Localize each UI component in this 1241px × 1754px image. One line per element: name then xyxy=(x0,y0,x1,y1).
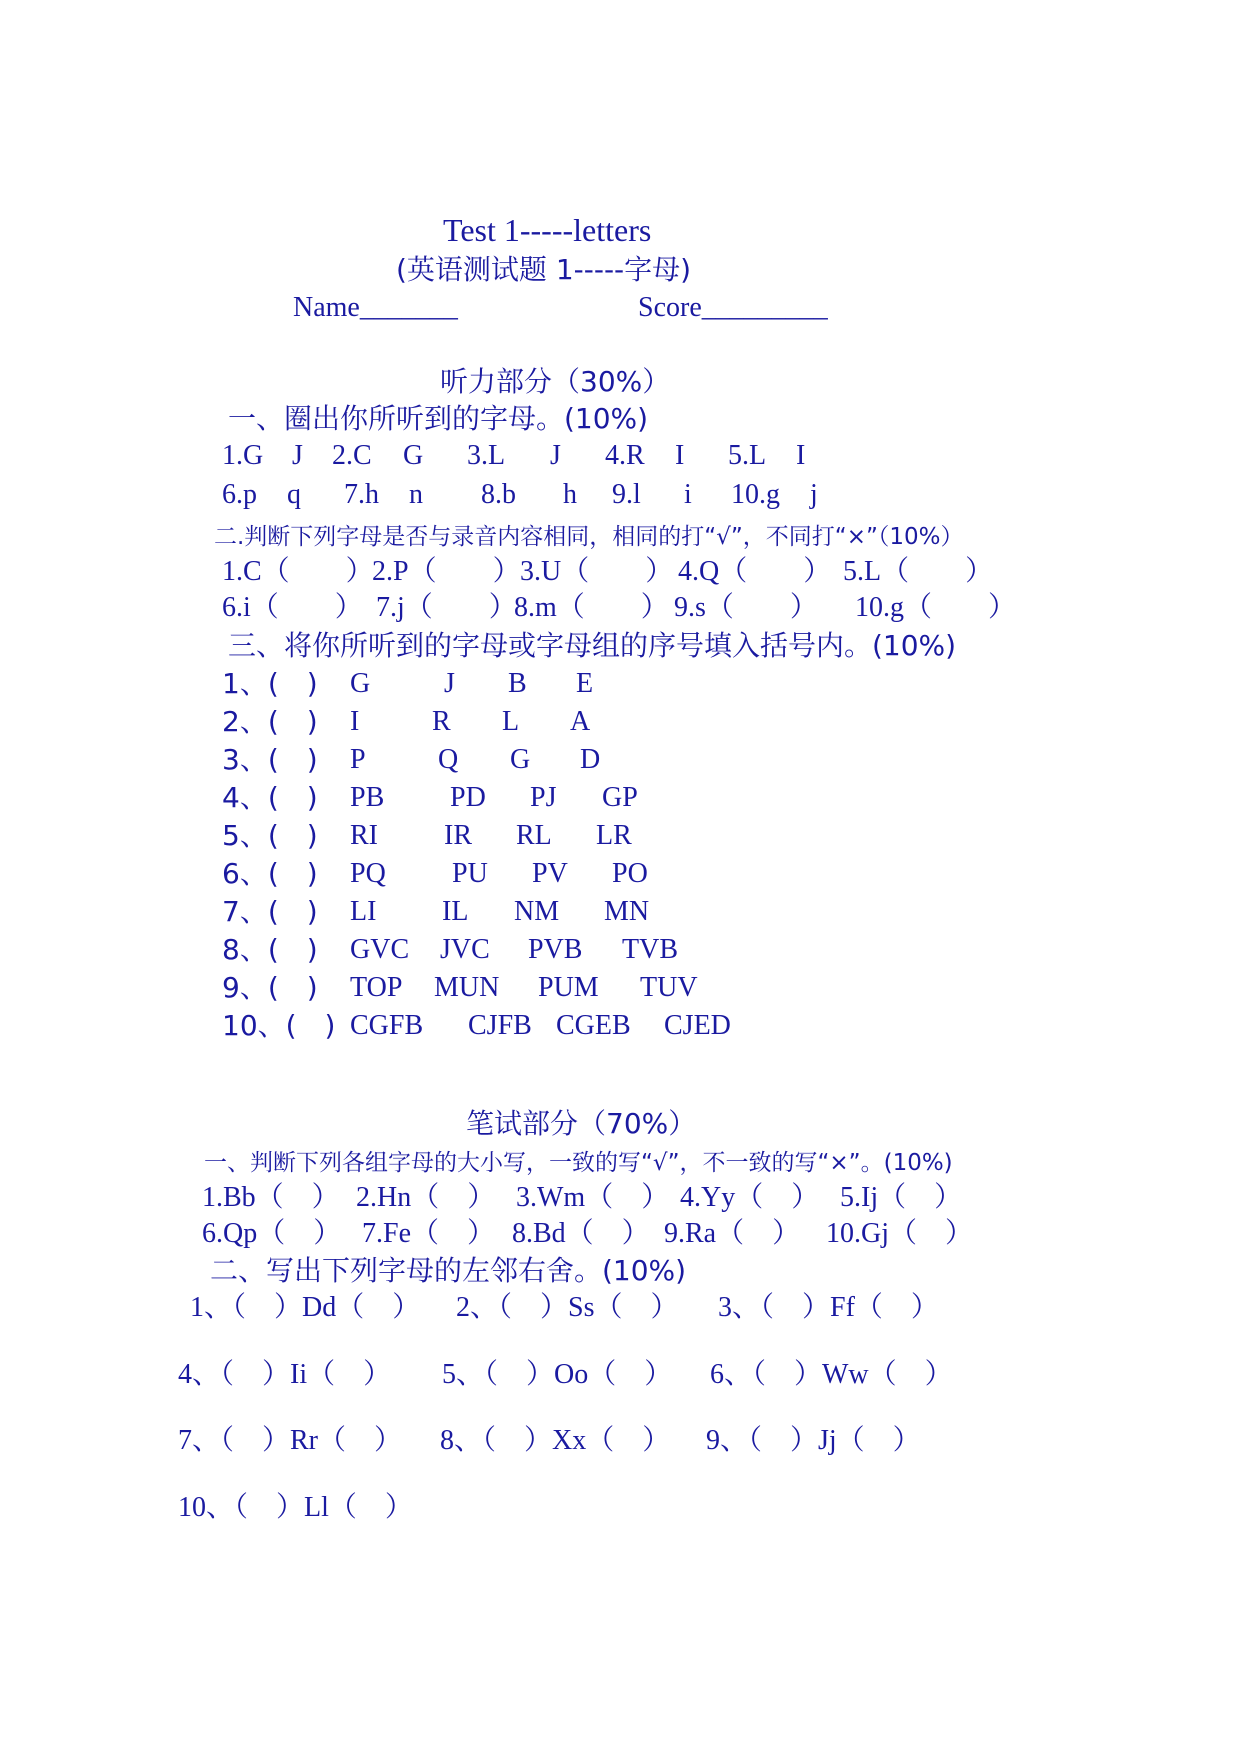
listening-part3-row xyxy=(0,895,650,928)
option-item: CJED xyxy=(664,1010,731,1041)
option-item: L xyxy=(502,706,520,737)
judge-item: 6.i（ ） xyxy=(222,592,363,623)
option-item: IL xyxy=(442,896,469,927)
writing-part2-row xyxy=(0,1425,921,1457)
option-item: PJ xyxy=(530,782,557,813)
choice-item: J xyxy=(292,440,303,471)
question-number: 7、( ) xyxy=(222,895,318,928)
choice-item: 6.p xyxy=(222,479,257,510)
case-item: 4.Yy（ ） xyxy=(680,1182,820,1213)
neighbor-item: 8、（ ）Xx（ ） xyxy=(440,1425,671,1456)
option-item: RL xyxy=(516,820,552,851)
question-number: 5、( ) xyxy=(222,819,318,852)
option-item: I xyxy=(350,706,360,737)
option-item: Q xyxy=(438,744,459,775)
option-item: PU xyxy=(452,858,488,889)
option-item: IR xyxy=(444,820,472,851)
option-item: TVB xyxy=(622,934,678,965)
listening-part3-row xyxy=(0,667,594,700)
listening-part3-row xyxy=(0,971,698,1004)
writing-heading: 笔试部分（70%） xyxy=(466,1107,697,1140)
case-item: 3.Wm（ ） xyxy=(516,1182,670,1213)
writing-part1-heading: 一、判断下列各组字母的大小写，一致的写“√”，不一致的写“×”。(10%) xyxy=(204,1150,953,1176)
listening-part2-row xyxy=(0,592,1017,624)
writing-part2-heading: 二、写出下列字母的左邻右舍。(10%) xyxy=(210,1254,687,1287)
judge-item: 9.s（ ） xyxy=(674,592,818,623)
question-number: 9、( ) xyxy=(222,971,318,1004)
option-item: D xyxy=(580,744,601,775)
judge-item: 5.L（ ） xyxy=(843,556,994,587)
judge-item: 4.Q（ ） xyxy=(678,556,832,587)
choice-item: 10.g xyxy=(731,479,780,510)
option-item: J xyxy=(444,668,455,699)
option-item: PO xyxy=(612,858,648,889)
option-item: B xyxy=(508,668,527,699)
choice-item: j xyxy=(810,479,818,510)
neighbor-item: 3、（ ）Ff（ ） xyxy=(718,1292,939,1323)
option-item: G xyxy=(350,668,371,699)
judge-item: 2.P（ ） xyxy=(372,556,521,587)
neighbor-item: 9、（ ）Jj（ ） xyxy=(706,1425,921,1456)
choice-item: 5.L xyxy=(728,440,767,471)
judge-item: 10.g（ ） xyxy=(855,592,1017,623)
choice-item: i xyxy=(684,479,692,510)
option-item: RI xyxy=(350,820,378,851)
listening-part3-row xyxy=(0,933,678,966)
choice-item: q xyxy=(287,479,301,510)
neighbor-item: 6、（ ）Ww（ ） xyxy=(710,1359,953,1390)
option-item: GP xyxy=(602,782,638,813)
choice-item: h xyxy=(563,479,577,510)
option-item: LI xyxy=(350,896,377,927)
option-item: PQ xyxy=(350,858,386,889)
neighbor-item: 4、（ ）Ii（ ） xyxy=(178,1359,392,1390)
option-item: PVB xyxy=(528,934,583,965)
case-item: 2.Hn（ ） xyxy=(356,1182,496,1213)
option-item: LR xyxy=(596,820,632,851)
choice-item: I xyxy=(675,440,685,471)
question-number: 10、( ) xyxy=(222,1009,336,1042)
question-number: 4、( ) xyxy=(222,781,318,814)
case-item: 7.Fe（ ） xyxy=(362,1218,496,1249)
option-item: MN xyxy=(604,896,650,927)
question-number: 6、( ) xyxy=(222,857,318,890)
case-item: 5.Ij（ ） xyxy=(840,1182,963,1213)
option-item: CGFB xyxy=(350,1010,424,1041)
listening-part3-row xyxy=(0,743,601,776)
judge-item: 8.m（ ） xyxy=(514,592,669,623)
writing-part2-row xyxy=(0,1359,953,1391)
option-item: E xyxy=(576,668,594,699)
choice-item: 8.b xyxy=(481,479,516,510)
option-item: TOP xyxy=(350,972,403,1003)
option-item: MUN xyxy=(434,972,500,1003)
option-item: GVC xyxy=(350,934,410,965)
case-item: 10.Gj（ ） xyxy=(826,1218,974,1249)
question-number: 2、( ) xyxy=(222,705,318,738)
writing-part2-row xyxy=(0,1292,939,1324)
choice-item: 1.G xyxy=(222,440,264,471)
listening-part2-heading: 二.判断下列字母是否与录音内容相同，相同的打“√”，不同打“×”（10%） xyxy=(214,524,964,550)
option-item: P xyxy=(350,744,366,775)
option-item: CJFB xyxy=(468,1010,532,1041)
choice-item: J xyxy=(550,440,561,471)
judge-item: 1.C（ ） xyxy=(222,556,374,587)
choice-item: 7.h xyxy=(344,479,379,510)
question-number: 8、( ) xyxy=(222,933,318,966)
neighbor-item: 2、（ ）Ss（ ） xyxy=(456,1292,679,1323)
page-subtitle: (英语测试题 1-----字母) xyxy=(396,253,692,286)
writing-part1-row xyxy=(0,1182,963,1214)
choice-item: 3.L xyxy=(467,440,506,471)
listening-part3-row xyxy=(0,781,638,814)
choice-item: G xyxy=(403,440,424,471)
option-item: R xyxy=(432,706,451,737)
case-item: 1.Bb（ ） xyxy=(202,1182,340,1213)
case-item: 6.Qp（ ） xyxy=(202,1218,342,1249)
case-item: 8.Bd（ ） xyxy=(512,1218,650,1249)
listening-part1-row xyxy=(0,479,818,511)
listening-part3-row xyxy=(0,819,632,852)
neighbor-item: 5、（ ）Oo（ ） xyxy=(442,1359,673,1390)
listening-part2-row xyxy=(0,556,994,588)
choice-item: I xyxy=(796,440,806,471)
option-item: PD xyxy=(450,782,486,813)
option-item: PB xyxy=(350,782,385,813)
option-item: PV xyxy=(532,858,568,889)
listening-part3-row xyxy=(0,857,648,890)
question-number: 1、( ) xyxy=(222,667,318,700)
listening-part3-row xyxy=(0,705,591,738)
page-title: Test 1-----letters xyxy=(443,212,652,248)
option-item: JVC xyxy=(440,934,490,965)
neighbor-item: 7、（ ）Rr（ ） xyxy=(178,1425,403,1456)
choice-item: n xyxy=(409,479,423,510)
option-item: CGEB xyxy=(556,1010,631,1041)
option-item: A xyxy=(570,706,591,737)
name-field-label: Name_______ xyxy=(293,292,458,323)
writing-part2-row xyxy=(0,1492,413,1524)
writing-part1-row xyxy=(0,1218,974,1250)
choice-item: 9.l xyxy=(612,479,641,510)
judge-item: 7.j（ ） xyxy=(376,592,517,623)
judge-item: 3.U（ ） xyxy=(520,556,674,587)
neighbor-item: 10、（ ）Ll（ ） xyxy=(178,1492,413,1523)
option-item: PUM xyxy=(538,972,599,1003)
option-item: NM xyxy=(514,896,560,927)
choice-item: 2.C xyxy=(332,440,372,471)
neighbor-item: 1、（ ）Dd（ ） xyxy=(190,1292,421,1323)
option-item: G xyxy=(510,744,531,775)
listening-part1-row xyxy=(0,440,806,472)
listening-part3-row xyxy=(0,1009,731,1042)
score-field-label: Score_________ xyxy=(638,292,828,323)
listening-part1-heading: 一、圈出你所听到的字母。(10%) xyxy=(228,402,649,435)
listening-part3-heading: 三、将你所听到的字母或字母组的序号填入括号内。(10%) xyxy=(228,629,957,662)
choice-item: 4.R xyxy=(605,440,645,471)
listening-heading: 听力部分（30%） xyxy=(440,365,671,398)
question-number: 3、( ) xyxy=(222,743,318,776)
option-item: TUV xyxy=(640,972,698,1003)
case-item: 9.Ra（ ） xyxy=(664,1218,801,1249)
